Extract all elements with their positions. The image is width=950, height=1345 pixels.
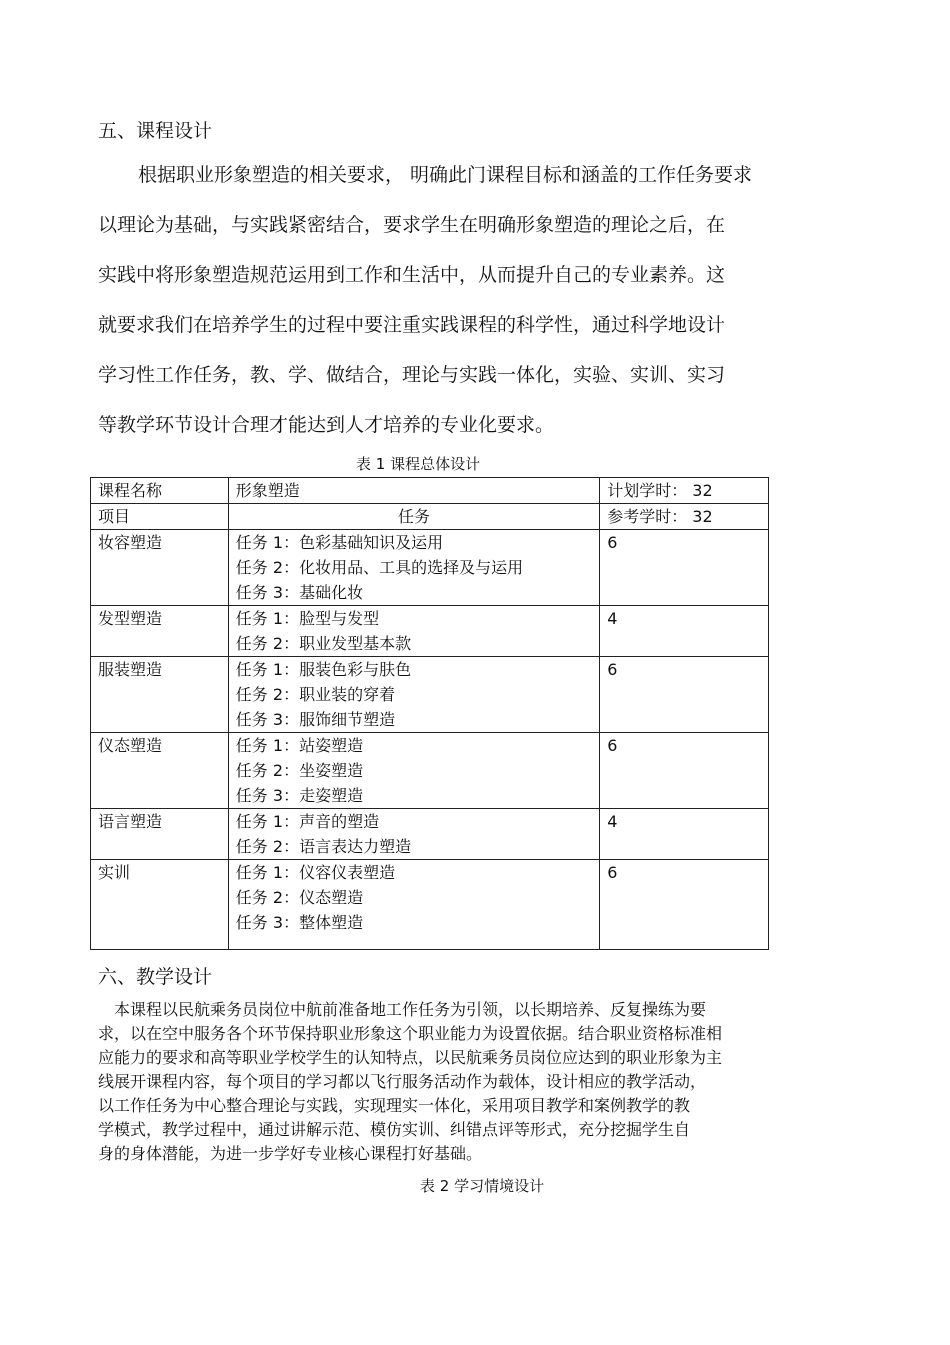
project-cell: 妆容塑造 — [91, 530, 229, 606]
tasks-cell — [228, 809, 599, 860]
project-cell: 仪态塑造 — [91, 733, 229, 809]
task-item: 任务 2：职业发型基本款 — [235, 634, 412, 653]
table-header-row — [91, 504, 769, 530]
paragraph-line: 身的身体潜能，为进一步学好专业核心课程打好基础。 — [98, 1144, 483, 1163]
paragraph-line: 就要求我们在培养学生的过程中要注重实践课程的科学性，通过科学地设计 — [98, 314, 726, 336]
task-item: 任务 1：站姿塑造 — [235, 736, 364, 755]
paragraph-line: 等教学环节设计合理才能达到人才培养的专业化要求。 — [98, 414, 555, 436]
section-6-title: 六、教学设计 — [98, 966, 213, 988]
task-item: 任务 3：基础化妆 — [235, 583, 364, 602]
header-cell: 课程名称 — [91, 478, 229, 504]
section-5-paragraph — [98, 158, 838, 458]
paragraph-line: 以理论为基础，与实践紧密结合，要求学生在明确形象塑造的理论之后，在 — [98, 214, 726, 236]
task-item: 任务 2：语言表达力塑造 — [235, 837, 412, 856]
project-cell: 服装塑造 — [91, 657, 229, 733]
table-row — [91, 606, 769, 657]
task-item: 任务 3：服饰细节塑造 — [235, 710, 396, 729]
tasks-cell — [228, 606, 599, 657]
paragraph-line: 以工作任务为中心整合理论与实践，实现理实一体化，采用项目教学和案例教学的教 — [98, 1096, 691, 1115]
paragraph-line: 学模式，教学过程中，通过讲解示范、模仿实训、纠错点评等形式，充分挖掘学生自 — [98, 1120, 691, 1139]
table-row — [91, 809, 769, 860]
task-item: 任务 2：仪态塑造 — [235, 888, 364, 907]
project-cell: 发型塑造 — [91, 606, 229, 657]
hours-cell: 4 — [600, 809, 769, 860]
task-item: 任务 1：仪容仪表塑造 — [235, 863, 396, 882]
tasks-cell — [228, 860, 599, 950]
paragraph-line: 应能力的要求和高等职业学校学生的认知特点，以民航乘务员岗位应达到的职业形象为主 — [98, 1048, 723, 1067]
header-cell: 计划学时： 32 — [600, 478, 769, 504]
task-item: 任务 1：服装色彩与肤色 — [235, 660, 412, 679]
hours-cell: 6 — [600, 733, 769, 809]
task-item: 任务 3：整体塑造 — [235, 913, 364, 932]
tasks-cell — [228, 530, 599, 606]
hours-cell: 6 — [600, 860, 769, 950]
hours-cell: 4 — [600, 606, 769, 657]
table-1-caption: 表 1 课程总体设计 — [356, 455, 481, 473]
hours-cell: 6 — [600, 530, 769, 606]
header-cell: 形象塑造 — [228, 478, 599, 504]
task-item: 任务 1：脸型与发型 — [235, 609, 380, 628]
header-cell: 任务 — [228, 504, 599, 530]
paragraph-line: 实践中将形象塑造规范运用到工作和生活中，从而提升自己的专业素养。这 — [98, 264, 726, 286]
table-2-caption: 表 2 学习情境设计 — [420, 1177, 545, 1195]
table-header-row — [91, 478, 769, 504]
header-cell: 项目 — [91, 504, 229, 530]
project-cell: 实训 — [91, 860, 229, 950]
task-item: 任务 2：职业装的穿着 — [235, 685, 396, 704]
table-row — [91, 733, 769, 809]
header-cell: 参考学时： 32 — [600, 504, 769, 530]
task-item: 任务 3：走姿塑造 — [235, 786, 364, 805]
paragraph-line: 根据职业形象塑造的相关要求， 明确此门课程目标和涵盖的工作任务要求 — [138, 164, 753, 186]
section-5-title: 五、课程设计 — [98, 120, 213, 142]
project-cell: 语言塑造 — [91, 809, 229, 860]
table-row — [91, 860, 769, 950]
tasks-cell — [228, 657, 599, 733]
paragraph-line: 线展开课程内容，每个项目的学习都以飞行服务活动作为载体，设计相应的教学活动， — [98, 1072, 707, 1091]
table-row — [91, 530, 769, 606]
task-item: 任务 2：化妆用品、工具的选择及与运用 — [235, 558, 524, 577]
task-item: 任务 1：色彩基础知识及运用 — [235, 533, 444, 552]
paragraph-line: 求，以在空中服务各个环节保持职业形象这个职业能力为设置依据。结合职业资格标准相 — [98, 1024, 723, 1043]
task-item: 任务 2：坐姿塑造 — [235, 761, 364, 780]
hours-cell: 6 — [600, 657, 769, 733]
paragraph-line: 学习性工作任务，教、学、做结合，理论与实践一体化，实验、实训、实习 — [98, 364, 726, 386]
tasks-cell — [228, 733, 599, 809]
course-design-table — [90, 477, 769, 950]
task-item: 任务 1：声音的塑造 — [235, 812, 380, 831]
table-row — [91, 657, 769, 733]
paragraph-line: 本课程以民航乘务员岗位中航前准备地工作任务为引领，以长期培养、反复操练为要 — [114, 1000, 707, 1019]
section-6-paragraph — [98, 998, 808, 1166]
